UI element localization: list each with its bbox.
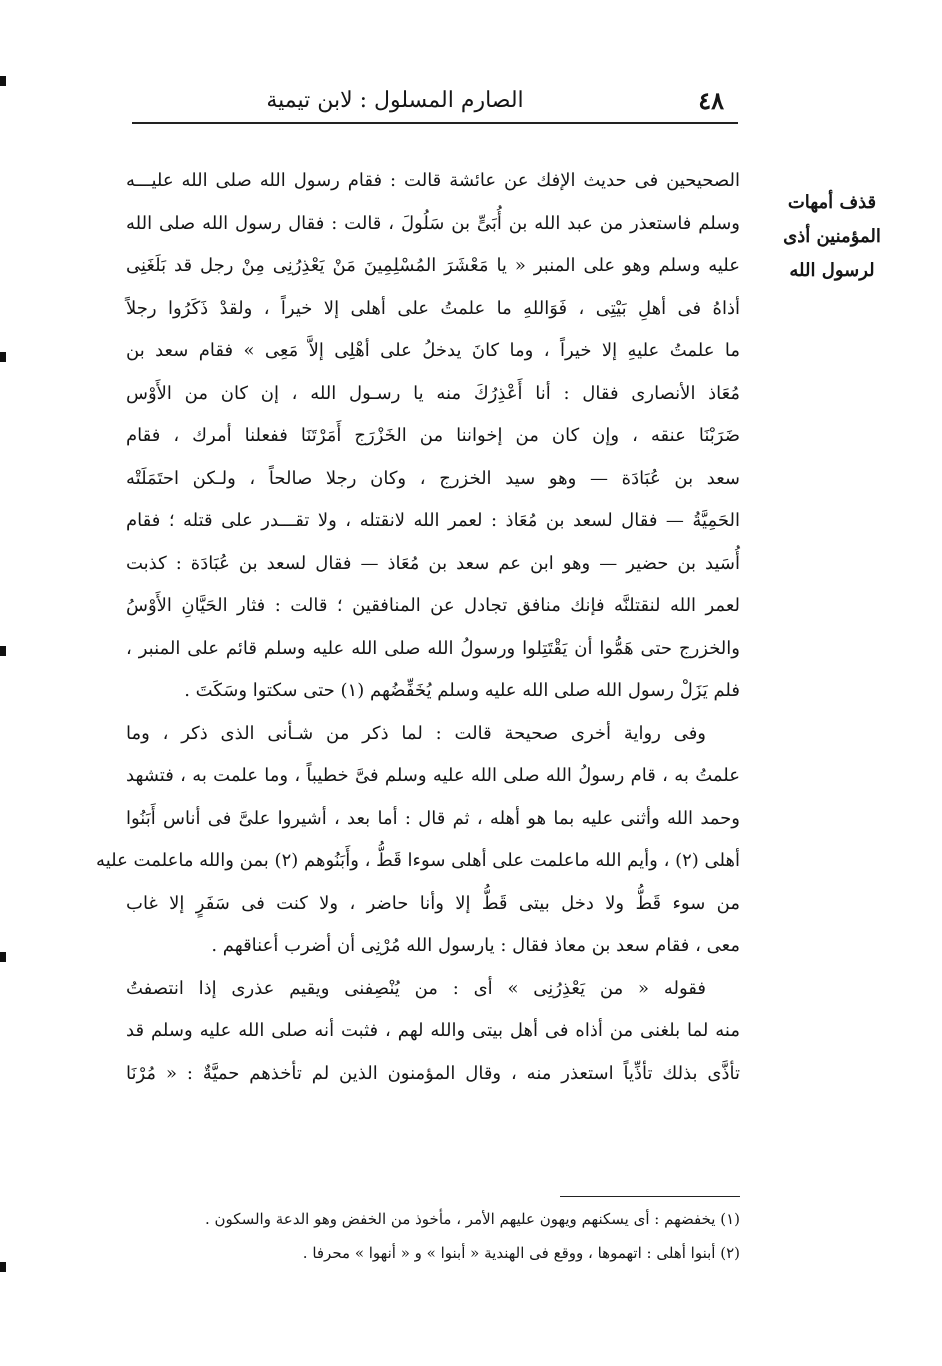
page-number: ٤٨: [698, 86, 724, 115]
text-line: والخزرج حتى هَمُّوا أن يَقْتَتِلوا ورسولُ الله صلى الله عليه وسلم قائم على المنبر ،: [126, 637, 740, 659]
text-line: سعد بن عُبَادَة — وهو سيد الخزرج ، وكان رجلا صالحاً ، ولـكن احتَمَلَتْه: [126, 467, 740, 489]
margin-note-line: قذف أمهات: [787, 192, 877, 213]
text-line: مُعَاذ الأنصارى فقال : أنا أَعْذِرُكَ منه يا رسـول الله ، إن كان من الأَوْس: [126, 382, 740, 404]
footnotes: [126, 1202, 740, 1270]
scan-edge-mark: [0, 1262, 6, 1272]
text-line: من سوء قَطُّ ولا دخل بيتى قَطُّ إلا وأنا حاضر ، ولا كنت فى سَفَرٍ إلا غاب: [126, 892, 740, 914]
running-title: الصارم المسلول : لابن تيمية: [266, 88, 524, 113]
text-line: منه لما بلغنى من أذاه فى أهل بيتى والله لهم ، فثبت أنه صلى الله عليه وسلم قد: [126, 1020, 740, 1041]
text-line: لعمر الله لنقتلنَّه فإنك منافق تجادل عن المنافقين ؛ قالت : فثار الحَيَّانِ الأَوْسُ: [126, 595, 740, 616]
text-line: الحَمِيَّةُ — فقال لسعد بن مُعَاذ : لعمر الله لانقتله ، ولا تقـــدر على قتله ؛ فقام: [126, 510, 740, 531]
margin-note: [782, 186, 882, 288]
footnote-rule: [560, 1196, 740, 1197]
scan-edge-mark: [0, 352, 6, 362]
header-rule: [132, 122, 738, 124]
text-line: الصحيحين فى حديث الإفك عن عائشة قالت : فقام رسول الله صلى الله عليـــه: [126, 170, 740, 191]
text-line: أهلى (٢) ، وأيم الله ماعلمت على أهلى سوءا قَطُّ ، وأَبَنُوهم (٢) بمن والله ماعلمت عليه: [96, 850, 740, 871]
text-line: وسلم فاستعذر من عبد الله بن أُبَىٍّ بن سَلُولَ ، قالت : فقال رسول الله صلى الله: [126, 212, 740, 234]
margin-note-line: لرسول الله: [789, 260, 875, 281]
page-header: [132, 84, 738, 120]
text-line: عليه وسلم وهو على المنبر « يا مَعْشَرَ المُسْلِمِينَ مَنْ يَعْذِرُنِى مِنْ رجل قد بَلَغَنِى: [126, 255, 740, 276]
text-line: ضَرَبْنَا عنقه ، وإن كان من إخواننا من الخَزْرَج أَمَرْتَنَا ففعلنا أمرك ، فقام: [126, 425, 740, 446]
text-line: تأذَّى بذلك تأذِّياً استعذر منه ، وقال المؤمنون الذين لم تأخذهم حميَّةٌ : « مُرْنَا: [126, 1062, 740, 1084]
body-text: [96, 160, 740, 1095]
text-line: أُسَيد بن حضير — وهو ابن عم سعد بن مُعَاذ — فقال لسعد بن عُبَادَة : كذبت: [126, 552, 740, 574]
text-line: وحمد الله وأثنى عليه بما هو أهله ، ثم قال : أما بعد ، أشيروا علىَّ فى أناس أَبَنُوا: [126, 807, 740, 829]
text-line: ما علمتُ عليهِ إلا خيراً ، وما كانَ يدخلُ على أهْلِى إلاَّ مَعِى » فقام سعد بن: [126, 340, 740, 361]
text-line: أذاهُ فى أهلِ بَيْتِى ، فَوَاللهِ ما علمتُ على أهلى إلا خيراً ، ولقدْ ذَكَرُوا رجلاً: [126, 297, 740, 319]
text-line: معى ، فقام سعد بن معاذ فقال : يارسول الله مُرْنِى أن أضرب أعناقهم .: [211, 935, 740, 956]
scan-edge-mark: [0, 76, 6, 86]
scan-edge-mark: [0, 952, 6, 962]
text-line: وفى رواية أخرى صحيحة قالت : لما ذكر من شـأنى الذى ذكر ، وما: [126, 722, 706, 744]
scan-edge-mark: [0, 646, 6, 656]
footnote: (١) يخفضهم : أى يسكنهم ويهون عليهم الأمر ، مأخوذ من الخفض وهو الدعة والسكون .: [204, 1210, 740, 1228]
footnote: (٢) أبنوا أهلى : اتهموها ، ووقع فى الهندية « أبنوا » و « أنهوا » محرفا .: [302, 1244, 740, 1262]
text-line: علمتُ به ، قام رسولُ الله صلى الله عليه وسلم فىَّ خطيباً ، وما علمت به ، فتشهد: [126, 765, 740, 786]
text-line: فلم يَزَلْ رسول الله صلى الله عليه وسلم يُخَفِّضُهم (١) حتى سكتوا وسَكَتَ .: [184, 680, 740, 701]
margin-note-line: المؤمنين أذى: [783, 226, 881, 247]
text-line: فقوله « من يَعْذِرُنِى » أى : من يُنْصِفنى ويقيم عذرى إذا انتصفتُ: [126, 977, 706, 999]
